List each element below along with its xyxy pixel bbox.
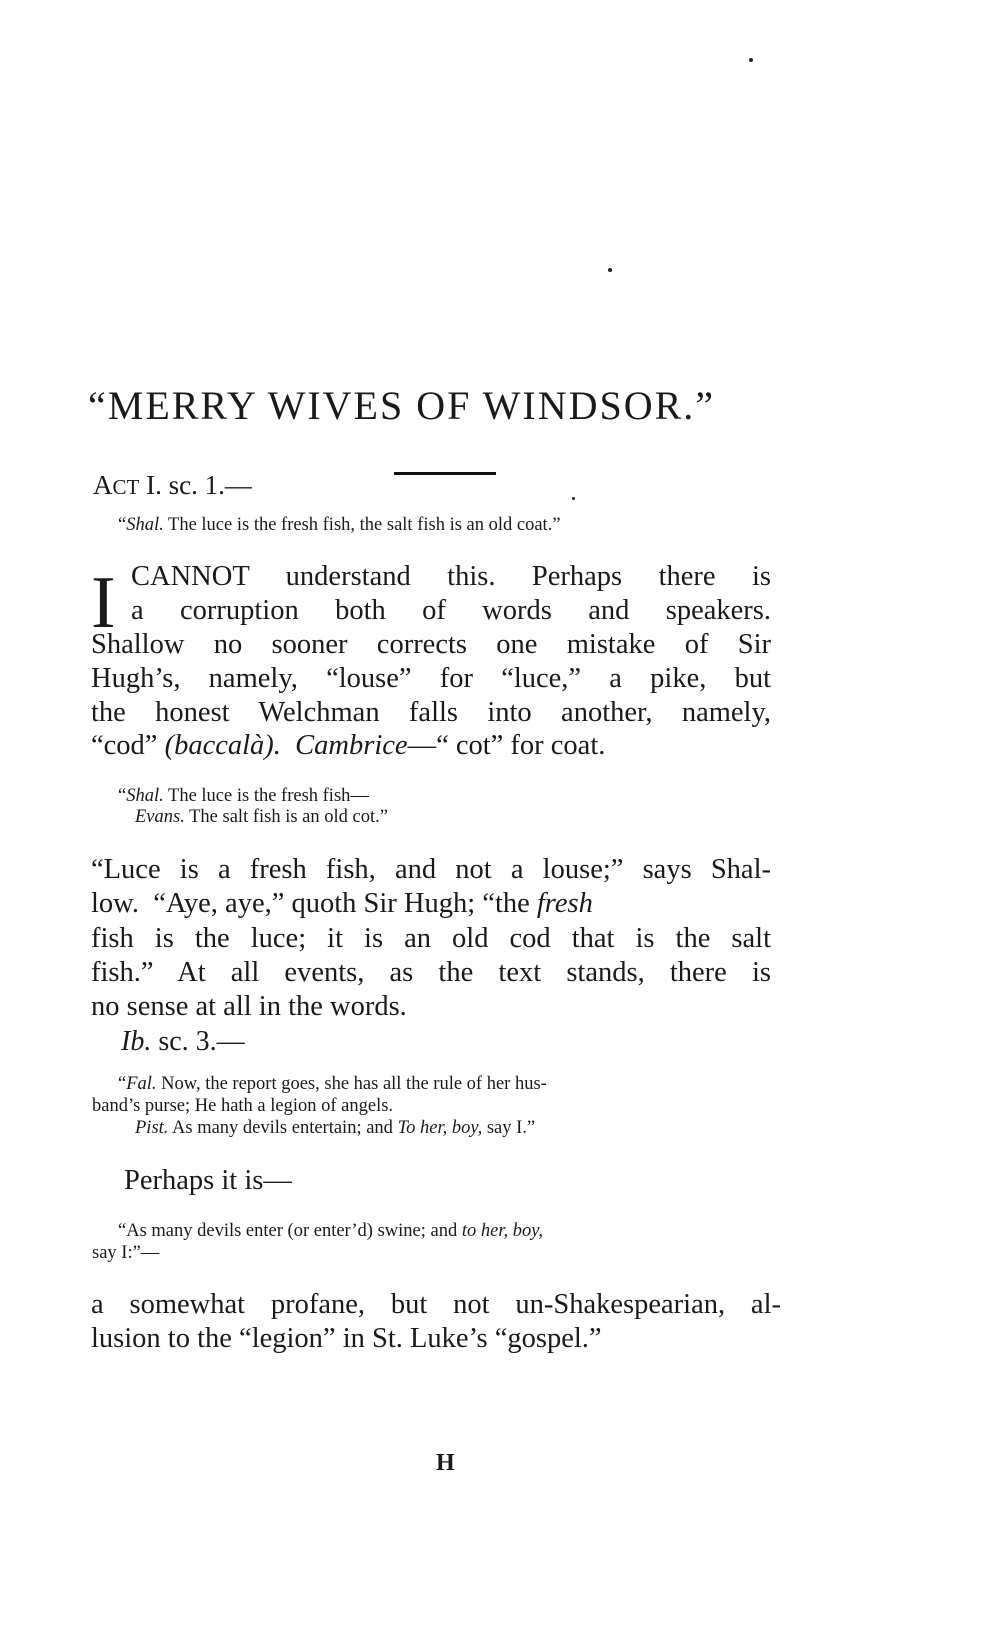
text-fragment	[281, 730, 295, 761]
ink-speck	[749, 58, 753, 62]
paragraph-2-line-5: no sense at all in the words.	[91, 991, 407, 1022]
italic-term: Cambrice	[295, 730, 408, 761]
act-rest: I. sc. 1.—	[139, 470, 252, 500]
quote-open: “	[118, 1074, 127, 1094]
paragraph-1-line-1: CANNOT understand this. Perhaps there is	[131, 561, 771, 592]
italic-phrase: To her, boy,	[397, 1118, 483, 1138]
paragraph-1-line-4: Hugh’s, namely, “louse” for “luce,” a pike, but	[91, 663, 771, 694]
speaker-name: Shal.	[126, 786, 164, 806]
speaker-name: Fal.	[126, 1074, 157, 1094]
paragraph-3-line-1: a somewhat profane, but not un-Shakespearian, al-	[91, 1289, 781, 1320]
speaker-name: Evans.	[135, 807, 185, 827]
act-prefix: A	[93, 470, 113, 500]
quote-text: The salt fish is an old cot.”	[184, 807, 388, 827]
quote-text: As many devils entertain; and	[168, 1118, 398, 1138]
quote-text: Now, the report goes, she has all the rule of her hus-	[156, 1074, 547, 1094]
quote-open: “	[118, 515, 127, 535]
ink-speck	[572, 497, 575, 500]
scene-rest: sc. 3.—	[151, 1026, 245, 1057]
perhaps-line: Perhaps it is—	[124, 1165, 292, 1196]
ink-speck	[608, 268, 612, 272]
paragraph-1-line-5: the honest Welchman falls into another, namely,	[91, 697, 771, 728]
speaker-name: Pist.	[135, 1118, 169, 1138]
scene-heading	[121, 1026, 245, 1058]
title-rule	[394, 472, 496, 475]
quote-shal-1	[118, 514, 561, 536]
quote-shal-evans-line-2	[135, 806, 388, 828]
paragraph-2-line-2	[91, 888, 771, 920]
act-heading	[93, 470, 252, 501]
quote-text: The luce is the fresh fish—	[163, 786, 369, 806]
text-fragment: low. “Aye, aye,” quoth Sir Hugh; “the	[91, 888, 537, 919]
quote-shal-evans-line-1	[118, 785, 369, 807]
speaker-name: Shal.	[126, 515, 164, 535]
italic-term: fresh	[536, 888, 593, 919]
paragraph-2-line-3: fish is the luce; it is an old cod that is the salt	[91, 923, 771, 954]
quote-alt-line-1	[118, 1220, 543, 1242]
act-smallcaps: CT	[112, 475, 140, 499]
paragraph-3-line-2: lusion to the “legion” in St. Luke’s “gospel.”	[91, 1323, 602, 1354]
quote-fal-line-2: band’s purse; He hath a legion of angels.	[92, 1096, 394, 1116]
ibid-marker: Ib.	[121, 1026, 152, 1057]
italic-term: (baccalà).	[164, 730, 281, 761]
paragraph-1-line-2: a corruption both of words and speakers.	[131, 595, 771, 626]
text-fragment: “cod”	[91, 730, 165, 761]
drop-cap: I	[91, 562, 116, 644]
quote-fal-line-1	[118, 1073, 547, 1095]
signature-mark: H	[436, 1450, 455, 1476]
quote-open: “	[118, 786, 127, 806]
quote-pist-line	[135, 1117, 535, 1139]
paragraph-2-line-4: fish.” At all events, as the text stands, there is	[91, 957, 771, 988]
quote-text: “As many devils enter (or enter’d) swine; and	[118, 1221, 462, 1241]
paragraph-2-line-1: “Luce is a fresh fish, and not a louse;” says Shal-	[91, 854, 771, 885]
quote-alt-line-2: say I:”—	[92, 1243, 160, 1263]
paragraph-1-line-3: Shallow no sooner corrects one mistake of Sir	[91, 629, 771, 660]
paragraph-1-line-6	[91, 730, 605, 762]
chapter-title: “MERRY WIVES OF WINDSOR.”	[88, 383, 716, 428]
quote-text: The luce is the fresh fish, the salt fish is an old coat.”	[163, 515, 561, 535]
italic-phrase: to her, boy,	[461, 1221, 544, 1241]
quote-text: say I.”	[482, 1118, 536, 1138]
text-fragment: —“ cot” for coat.	[407, 730, 606, 761]
